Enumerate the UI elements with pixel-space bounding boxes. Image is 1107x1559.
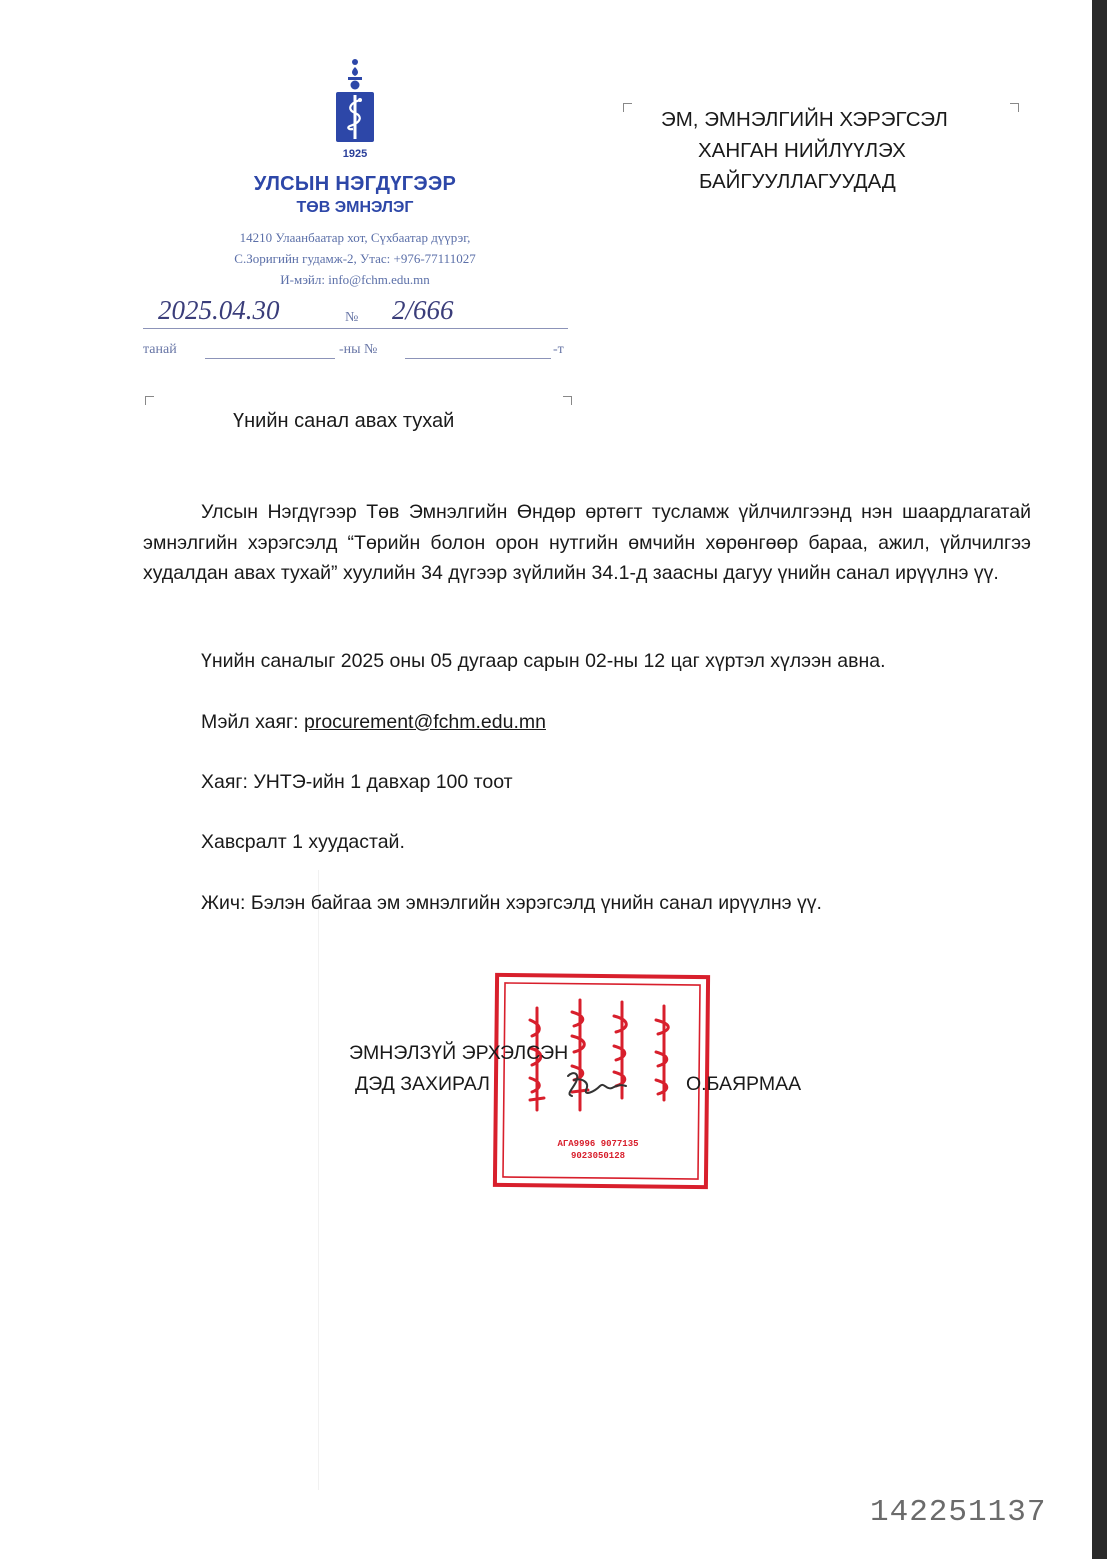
email-label: Мэйл хаяг: — [201, 711, 304, 733]
ref-number-line — [405, 358, 551, 359]
ref-date-line — [205, 358, 335, 359]
ref-label-number: -ны № — [339, 342, 378, 357]
letter-subject: Үнийн санал авах тухай — [233, 410, 455, 432]
ref-label-t: -т — [553, 342, 564, 357]
stamp-number-line: АГА9996 9077135 — [557, 1139, 639, 1149]
organization-name: УЛСЫН НЭГДҮГЭЭР — [253, 173, 457, 195]
scan-streak — [318, 870, 319, 1490]
hospital-emblem-icon — [333, 58, 377, 158]
handwritten-signature-icon — [560, 1066, 630, 1106]
signer-title-line2: ДЭД ЗАХИРАЛ — [355, 1073, 490, 1095]
recipient-line: БАЙГУУЛЛАГУУДАД — [699, 170, 896, 193]
email-line: И-мэйл: info@fchm.edu.mn — [280, 272, 430, 287]
body-paragraph: Улсын Нэгдүгээр Төв Эмнэлгийн Өндөр өртөгт тусламж үйлчилгээнд нэн шаардлагатай эмнэлгийн хэрэгсэлд “Төрийн болон орон нутгийн өмчийн хөрөнгөөр бараа, ажил, үйлчилгээ худалдан авах тухай” хуулийн 34 дүгээр зүйлийн 34.1-д заасны дагуу үнийн санал ирүүлнэ үү. — [143, 501, 1031, 584]
signer-name: О.БАЯРМАА — [686, 1073, 802, 1095]
address-line: 14210 Улаанбаатар хот, Сүхбаатар дүүрэг, — [239, 230, 471, 245]
document-number: 142251137 — [870, 1495, 1047, 1530]
ref-label-tanai: танай — [143, 342, 177, 357]
recipient-block — [600, 104, 1020, 197]
founding-year: 1925 — [342, 148, 368, 160]
deadline-text: Үнийн саналыг 2025 оны 05 дугаар сарын 02-ны 12 цаг хүртэл хүлээн авна. — [201, 650, 886, 672]
organization-name-line2: ТӨВ ЭМНЭЛЭГ — [296, 199, 414, 216]
corner-mark — [563, 396, 572, 405]
number-label: № — [345, 310, 359, 325]
email-link[interactable]: procurement@fchm.edu.mn — [303, 711, 546, 733]
corner-mark — [145, 396, 154, 405]
recipient-line: ХАНГАН НИЙЛҮҮЛЭХ — [698, 139, 906, 162]
stamp-number-line: 9023050128 — [570, 1151, 625, 1161]
scan-edge — [1092, 0, 1107, 1559]
attachment-text: Хавсралт 1 хуудастай. — [201, 831, 405, 853]
handwritten-date: 2025.04.30 — [158, 295, 280, 325]
recipient-line: ЭМ, ЭМНЭЛГИЙН ХЭРЭГСЭЛ — [661, 108, 948, 131]
address-text: Хаяг: УНТЭ-ийн 1 давхар 100 тоот — [201, 771, 513, 793]
handwritten-number: 2/666 — [392, 295, 454, 325]
date-underline — [143, 328, 568, 329]
email-contact — [201, 711, 546, 734]
stamp-registration-number — [528, 1138, 668, 1162]
address-line: С.Зоригийн гудамж-2, Утас: +976-77111027 — [234, 251, 476, 266]
note-text: Жич: Бэлэн байгаа эм эмнэлгийн хэрэгсэлд үнийн санал ирүүлнэ үү. — [201, 892, 822, 914]
signer-title-line1: ЭМНЭЛЗҮЙ ЭРХЭЛСЭН — [349, 1042, 569, 1064]
